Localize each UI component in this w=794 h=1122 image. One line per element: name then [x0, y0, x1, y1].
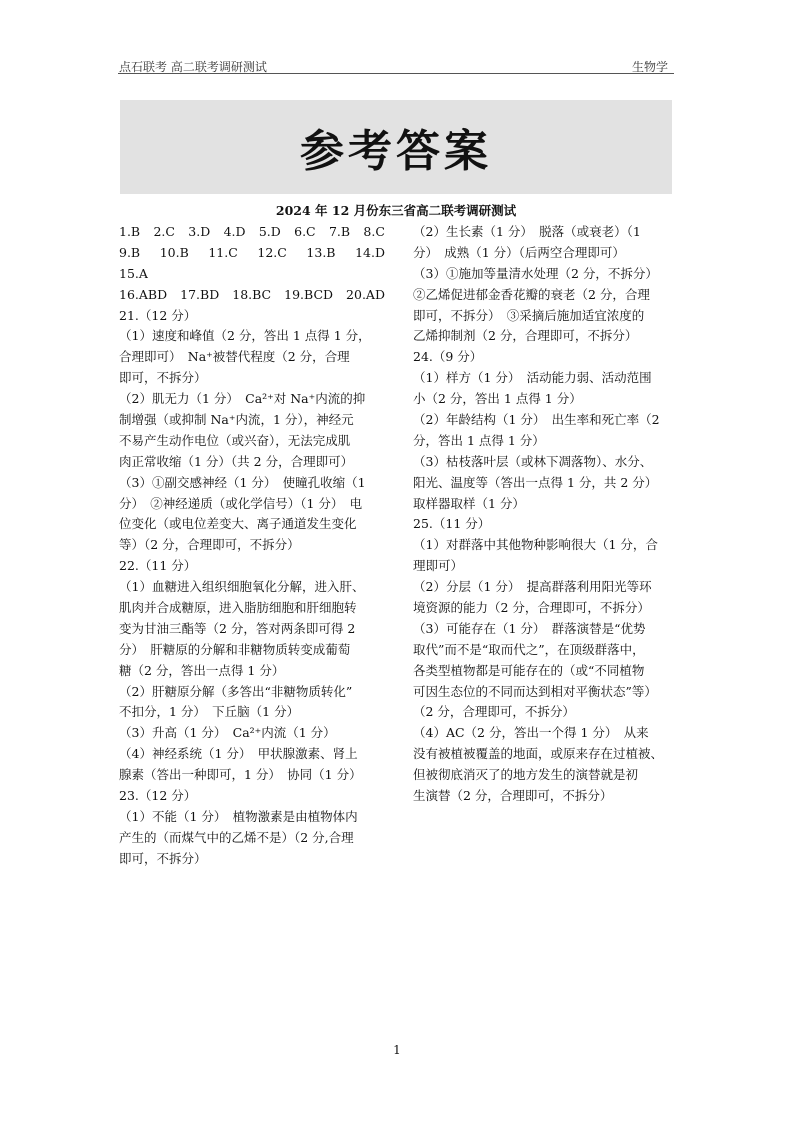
answer-line-right: 但被彻底消灭了的地方发生的演替就是初	[413, 767, 639, 783]
answer-line-left: 制增强（或抑制 Na⁺内流，1 分），神经元	[119, 412, 354, 428]
answer-line-right: 可因生态位的不同而达到相对平衡状态”等）	[413, 683, 657, 699]
answer-line-right: （3）①施加等量清水处理（2 分，不拆分）	[413, 265, 658, 281]
answer-line-right: 小（2 分，答出 1 点得 1 分）	[413, 391, 582, 407]
answer-line-left: 即可，不拆分）	[119, 850, 207, 866]
answer-line-right: 取代”而不是“取而代之”，在顶级群落中，	[413, 641, 645, 657]
answer-line-left: 合理即可） Na⁺被替代程度（2 分，合理	[119, 349, 350, 365]
answer-line-left: （3）升高（1 分） Ca²⁺内流（1 分）	[119, 725, 336, 741]
answer-line-right: 乙烯抑制剂（2 分，合理即可，不拆分）	[413, 328, 638, 344]
answer-line-left: 位变化（或电位差变大、离子通道发生变化	[119, 516, 357, 532]
answer-line-left: （1）不能（1 分） 植物激素是由植物体内	[119, 808, 358, 824]
choice-answer: 17.BD	[180, 286, 220, 302]
answer-line-right: 生演替（2 分，合理即可，不拆分）	[413, 788, 613, 804]
choice-answer: 15.A	[119, 265, 148, 281]
answer-line-right: 没有被植被覆盖的地面，或原来存在过植被、	[413, 746, 664, 762]
left-answer-lines	[119, 306, 394, 870]
exam-subtitle: 2024 年 12 月份东三省高二联考调研测试	[275, 203, 517, 218]
choice-row-4	[119, 285, 385, 306]
choice-answer: 19.BCD	[284, 286, 334, 302]
answer-line-right: 境资源的能力（2 分，合理即可，不拆分）	[413, 600, 650, 616]
answer-line-left: 等）（2 分，合理即可，不拆分）	[119, 537, 300, 553]
choice-answer: 11.C	[208, 244, 238, 260]
answer-line-right: 即可，不拆分） ③采摘后施加适宜浓度的	[413, 307, 645, 323]
page-number: 1	[393, 1043, 401, 1057]
answer-line-right: 理即可）	[413, 558, 464, 574]
answer-line-right: （1）对群落中其他物种影响很大（1 分，合	[413, 537, 658, 553]
answer-line-right: （3）枯枝落叶层（或林下凋落物）、水分、	[413, 453, 653, 469]
answer-line-left: 变为甘油三酯等（2 分，答对两条即可得 2	[119, 620, 356, 636]
answer-line-left: 22.（11 分）	[119, 558, 197, 574]
choice-row-3	[119, 264, 385, 285]
answer-line-left: （2）肌无力（1 分） Ca²⁺对 Na⁺内流的抑	[119, 391, 366, 407]
choice-answer: 5.D	[258, 224, 281, 239]
choice-answer: 9.B	[119, 244, 141, 260]
header-exam-name: 点石联考 高二联考调研测试	[119, 60, 267, 74]
choice-row-2	[119, 243, 385, 264]
answer-line-left: 即可，不拆分）	[119, 370, 207, 386]
choice-answer: 12.C	[257, 244, 287, 260]
answer-line-right: 取样器取样（1 分）	[413, 495, 525, 511]
answer-line-left: 21.（12 分）	[119, 307, 197, 323]
answer-line-right: 24.（9 分）	[413, 349, 483, 365]
header-divider	[118, 73, 674, 74]
answer-line-left: 不扣分，1 分） 下丘脑（1 分）	[119, 704, 300, 720]
choice-answer: 13.B	[306, 244, 336, 260]
answers-right-column	[413, 222, 678, 807]
answer-line-right: （2）生长素（1 分） 脱落（或衰老）（1	[413, 224, 641, 239]
answer-line-left: 肉正常收缩（1 分）（共 2 分，合理即可）	[119, 453, 354, 469]
answer-line-left: （2）肝糖原分解（多答出“非糖物质转化”	[119, 683, 353, 699]
choice-answer: 6.C	[294, 224, 316, 239]
answer-line-right: 分，答出 1 点得 1 分）	[413, 432, 545, 448]
answer-line-right: （1）样方（1 分） 活动能力弱、活动范围	[413, 370, 652, 386]
answer-line-left: 分） ②神经递质（或化学信号）（1 分） 电	[119, 495, 363, 511]
answers-left-column	[119, 222, 394, 870]
answer-line-right: （4）AC（2 分，答出一个得 1 分） 从来	[413, 725, 649, 741]
answer-line-left: （3）①副交感神经（1 分） 使瞳孔收缩（1	[119, 474, 366, 490]
answer-line-left: （1）速度和峰值（2 分，答出 1 点得 1 分，	[119, 328, 371, 344]
answer-line-right: 分） 成熟（1 分）（后两空合理即可）	[413, 244, 625, 260]
choice-row-1	[119, 222, 385, 243]
answer-line-left: 腺素（答出一种即可，1 分） 协同（1 分）	[119, 767, 362, 783]
answer-line-right: 各类型植物都是可能存在的（或“不同植物	[413, 662, 645, 678]
answer-line-left: （4）神经系统（1 分） 甲状腺激素、肾上	[119, 746, 358, 762]
choice-answer: 18.BC	[232, 286, 272, 302]
answer-line-left: （1）血糖进入组织细胞氧化分解，进入肝、	[119, 579, 365, 595]
choice-answer: 1.B	[119, 224, 141, 239]
choice-answer: 2.C	[153, 224, 175, 239]
choice-answer: 8.C	[363, 224, 385, 239]
choice-answer: 7.B	[328, 224, 351, 239]
banner-title: 参考答案	[300, 126, 492, 177]
answer-line-left: 23.（12 分）	[119, 788, 197, 804]
answer-line-left: 分） 肝糖原的分解和非糖物质转变成葡萄	[119, 641, 351, 657]
answer-line-left: 不易产生动作电位（或兴奋），无法完成肌	[119, 432, 351, 448]
answer-line-right: 25.（11 分）	[413, 516, 491, 532]
answer-line-left: 糖（2 分，答出一点得 1 分）	[119, 662, 285, 678]
choice-answer: 16.ABD	[119, 286, 168, 302]
choice-answer: 10.B	[159, 244, 189, 260]
choice-answer: 20.AD	[346, 286, 385, 302]
choice-answer: 3.D	[188, 224, 211, 239]
answer-line-right: 阳光、温度等（答出一点得 1 分，共 2 分）	[413, 474, 658, 490]
answer-line-right: （2 分，合理即可，不拆分）	[413, 704, 575, 720]
right-answer-lines	[413, 222, 678, 807]
answer-line-right: （2）年龄结构（1 分） 出生率和死亡率（2	[413, 412, 660, 428]
header-subject: 生物学	[631, 60, 668, 74]
choice-answer: 4.D	[223, 224, 246, 239]
answer-banner	[120, 100, 672, 194]
choice-answer: 14.D	[355, 244, 385, 260]
answer-line-left: 肌肉并合成糖原，进入脂肪细胞和肝细胞转	[119, 600, 357, 616]
answer-line-right: （3）可能存在（1 分） 群落演替是“优势	[413, 620, 646, 636]
answer-line-right: ②乙烯促进郁金香花瓣的衰老（2 分，合理	[413, 286, 650, 302]
answer-line-right: （2）分层（1 分） 提高群落利用阳光等环	[413, 579, 652, 595]
answer-line-left: 产生的（而煤气中的乙烯不是）（2 分,合理	[119, 829, 354, 845]
